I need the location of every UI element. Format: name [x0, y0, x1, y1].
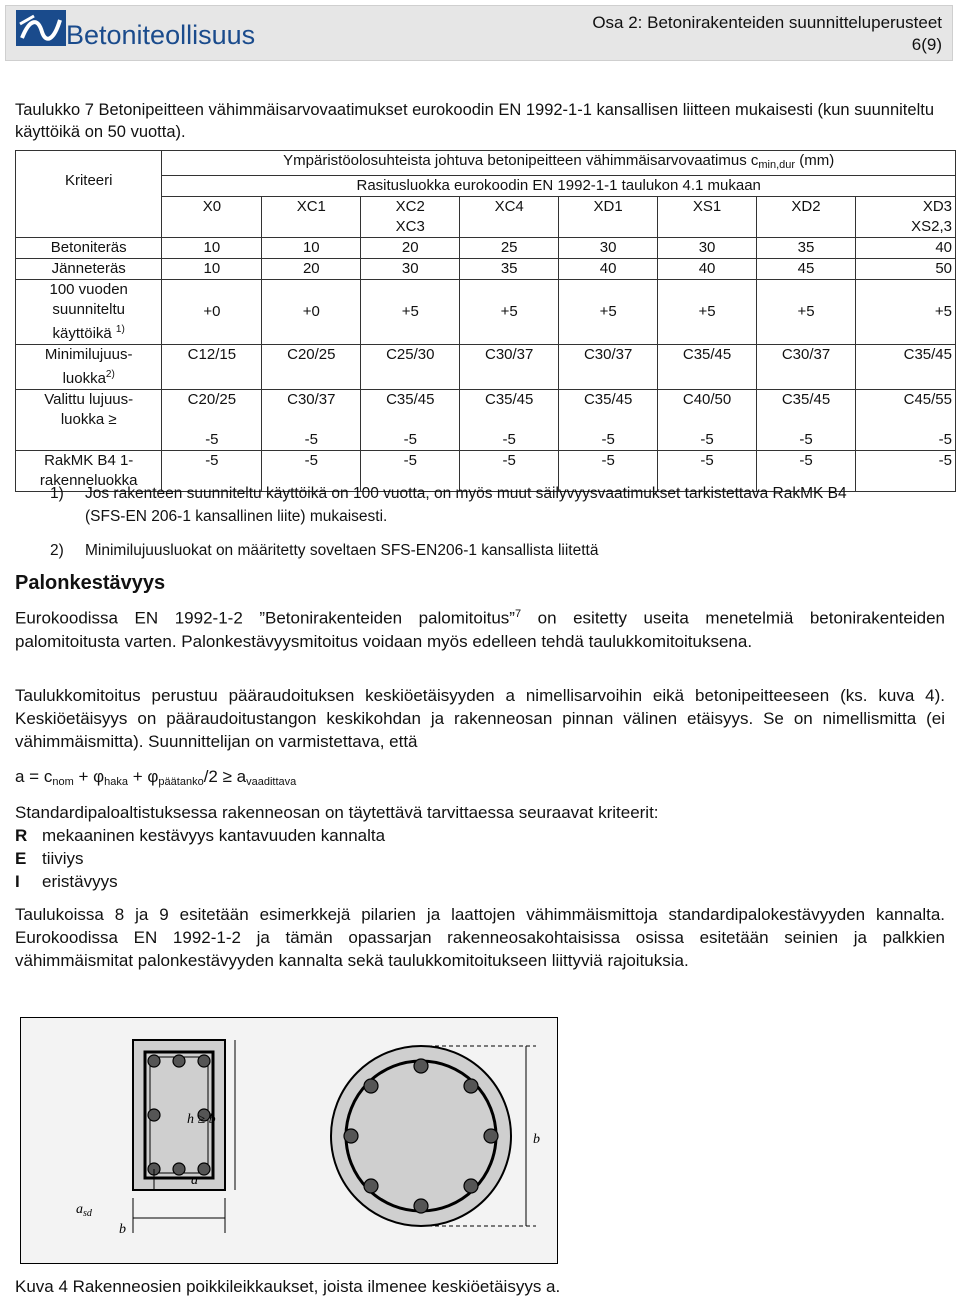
- table-cell: +5: [460, 280, 559, 345]
- table-cell: -5: [757, 451, 856, 492]
- table-cell: 10: [162, 238, 262, 259]
- class-cell: XC2 XC3: [361, 197, 460, 238]
- table-cell: 30: [361, 259, 460, 280]
- betoniteollisuus-logo-icon: [16, 10, 66, 46]
- table-cell: C25/30: [361, 345, 460, 390]
- paragraph-2: Taulukkomitoitus perustuu pääraudoituksen keskiöetäisyyden a nimellisarvoihin eikä betonipeitteeseen (ks. kuva 4). Keskiöetäisyys on pääraudoitustangon keskikohdan ja rakenneosan pinnan välinen etäisyys. Se on nimellismitta (ei vähimmäismitta). Suunnittelijan on varmistettava, että: [15, 686, 945, 751]
- table-header-row-1: [16, 151, 956, 176]
- page-header: [5, 5, 953, 61]
- table-cell: C20/25 -5: [162, 390, 262, 451]
- class-cell: XD2: [757, 197, 856, 238]
- cover-requirements-table: [15, 150, 956, 492]
- table-cell: 30: [658, 238, 757, 259]
- label-asd: $a_{sd}$: [76, 1202, 92, 1219]
- table-cell: C35/45 -5: [460, 390, 559, 451]
- class-cell: XD3 XS2,3: [855, 197, 955, 238]
- table-cell: -5: [262, 451, 361, 492]
- brand-name: Betoniteollisuus: [66, 20, 256, 50]
- label-h-ge-b: h ≥ b: [187, 1112, 216, 1127]
- table-cell: 25: [460, 238, 559, 259]
- class-cell: X0: [162, 197, 262, 238]
- table-cell: 35: [460, 259, 559, 280]
- row-label: Jänneteräs: [16, 259, 162, 280]
- criterion-i: I eristävyys: [15, 872, 118, 891]
- label-a: a: [191, 1173, 198, 1188]
- table-cell: 50: [855, 259, 955, 280]
- footnote-2: 2) Minimilujuusluokat on määritetty soveltaen SFS-EN206-1 kansallista liitettä: [50, 542, 599, 559]
- row-label: RakMK B4 1- rakenneluokka: [16, 451, 162, 492]
- paragraph-3: Standardipaloaltistuksessa rakenneosan on täytettävä tarvittaessa seuraavat kriteerit:: [15, 803, 659, 822]
- table-cell: 20: [262, 259, 361, 280]
- exposure-class-header: Rasitusluokka eurokoodin EN 1992-1-1 taulukon 4.1 mukaan: [162, 176, 956, 197]
- table-cell: C40/50 -5: [658, 390, 757, 451]
- row-label: Minimilujuus- luokka$^{2)}$: [16, 345, 162, 390]
- table-cell: -5: [361, 451, 460, 492]
- page-number: 6(9): [911, 35, 942, 54]
- table-cell: C45/55 -5: [855, 390, 955, 451]
- table-row-minimum-strength: [16, 345, 956, 390]
- table-cell: C35/45: [855, 345, 955, 390]
- criteria-header: Kriteeri: [16, 151, 162, 238]
- row-label: Valittu lujuus- luokka ≥: [16, 390, 162, 451]
- formula: $a = c_{nom} + \varphi_{haka} + \varphi_{päätanko}/2 \ge a_{vaadittava}$: [15, 767, 297, 788]
- table-cell: C35/45 -5: [361, 390, 460, 451]
- cross-section-figure: [20, 1017, 558, 1264]
- table-cell: C20/25: [262, 345, 361, 390]
- table-cell: 10: [162, 259, 262, 280]
- table-cell: 40: [658, 259, 757, 280]
- table-cell: +5: [658, 280, 757, 345]
- table-cell: C30/37: [460, 345, 559, 390]
- table-row-selected-strength: [16, 390, 956, 451]
- table-cell: C35/45 -5: [757, 390, 856, 451]
- table-cell: +5: [361, 280, 460, 345]
- table-cell: 30: [559, 238, 658, 259]
- class-cell: XS1: [658, 197, 757, 238]
- figure-caption: Kuva 4 Rakenneosien poikkileikkaukset, joista ilmenee keskiöetäisyys a.: [15, 1277, 561, 1296]
- paragraph-4: Taulukoissa 8 ja 9 esitetään esimerkkejä pilarien ja laattojen vähimmäismittoja standardipalokestävyyden kannalta. Eurokoodissa EN 1992-1-2 ja tämän opassarjan rakenneosakohtaisissa osissa esitetään seinien ja palkkien vähimmäismitat palonkestävyyden kannalta sekä taulukkomitoitukseen liittyviä rajoituksia.: [15, 905, 945, 970]
- paragraph-1: Eurokoodissa EN 1992-1-2 ”Betonirakenteiden palomitoitus”$^7$ on esitetty useita menetelmiä betonirakenteiden palomitoitusta varten. Palonkestävyysmitoitus voidaan myös edelleen tehdä taulukkomitoituksena.: [15, 608, 945, 651]
- table-cell: -5: [559, 451, 658, 492]
- class-cell: XC1: [262, 197, 361, 238]
- table-cell: 40: [855, 238, 955, 259]
- table-cell: 10: [262, 238, 361, 259]
- table-cell: +0: [262, 280, 361, 345]
- section-heading: Palonkestävyys: [15, 572, 166, 594]
- table-cell: 45: [757, 259, 856, 280]
- class-cell: XD1: [559, 197, 658, 238]
- super-header: Ympäristöolosuhteista johtuva betonipeitteen vähimmäisarvovaatimus $c_{min,dur}$ (mm): [162, 151, 956, 176]
- table-cell: C12/15: [162, 345, 262, 390]
- table-cell: -5: [162, 451, 262, 492]
- table-cell: C35/45 -5: [559, 390, 658, 451]
- table-cell: C30/37: [757, 345, 856, 390]
- table-caption: Taulukko 7 Betonipeitteen vähimmäisarvovaatimukset eurokoodin EN 1992-1-1 kansallisen liitteen mukaisesti (kun suunniteltu käyttöikä on 50 vuotta).: [15, 101, 934, 141]
- label-b: b: [119, 1222, 126, 1237]
- row-label: 100 vuoden suunniteltu käyttöikä $^{1)}$: [16, 280, 162, 345]
- cross-section-drawing: [21, 1018, 557, 1263]
- table-cell: +5: [559, 280, 658, 345]
- table-cell: +0: [162, 280, 262, 345]
- table-cell: +5: [757, 280, 856, 345]
- header-right: [592, 12, 942, 56]
- document-title: Osa 2: Betonirakenteiden suunnitteluperusteet: [592, 13, 942, 32]
- table-cell: 20: [361, 238, 460, 259]
- table-cell: 35: [757, 238, 856, 259]
- table-cell: -5: [855, 451, 955, 492]
- footnote-1: 1) Jos rakenteen suunniteltu käyttöikä on 100 vuotta, on myös muut säilyvyysvaatimukset tarkistettava RakMK B4 (SFS-EN 206-1 kansallinen liite) mukaisesti.: [50, 485, 847, 525]
- criterion-e: E tiiviys: [15, 849, 84, 868]
- table-cell: 40: [559, 259, 658, 280]
- table-cell: C30/37: [559, 345, 658, 390]
- table-cell: C30/37 -5: [262, 390, 361, 451]
- table-row-betoniteras: [16, 238, 956, 259]
- table-cell: -5: [658, 451, 757, 492]
- criterion-r: R mekaaninen kestävyys kantavuuden kannalta: [15, 826, 386, 845]
- table-cell: +5: [855, 280, 955, 345]
- table-cell: -5: [460, 451, 559, 492]
- table-row-janneteras: [16, 259, 956, 280]
- table-row-100-years: [16, 280, 956, 345]
- table-cell: C35/45: [658, 345, 757, 390]
- label-b-right: b: [533, 1132, 540, 1147]
- row-label: Betoniteräs: [16, 238, 162, 259]
- class-cell: XC4: [460, 197, 559, 238]
